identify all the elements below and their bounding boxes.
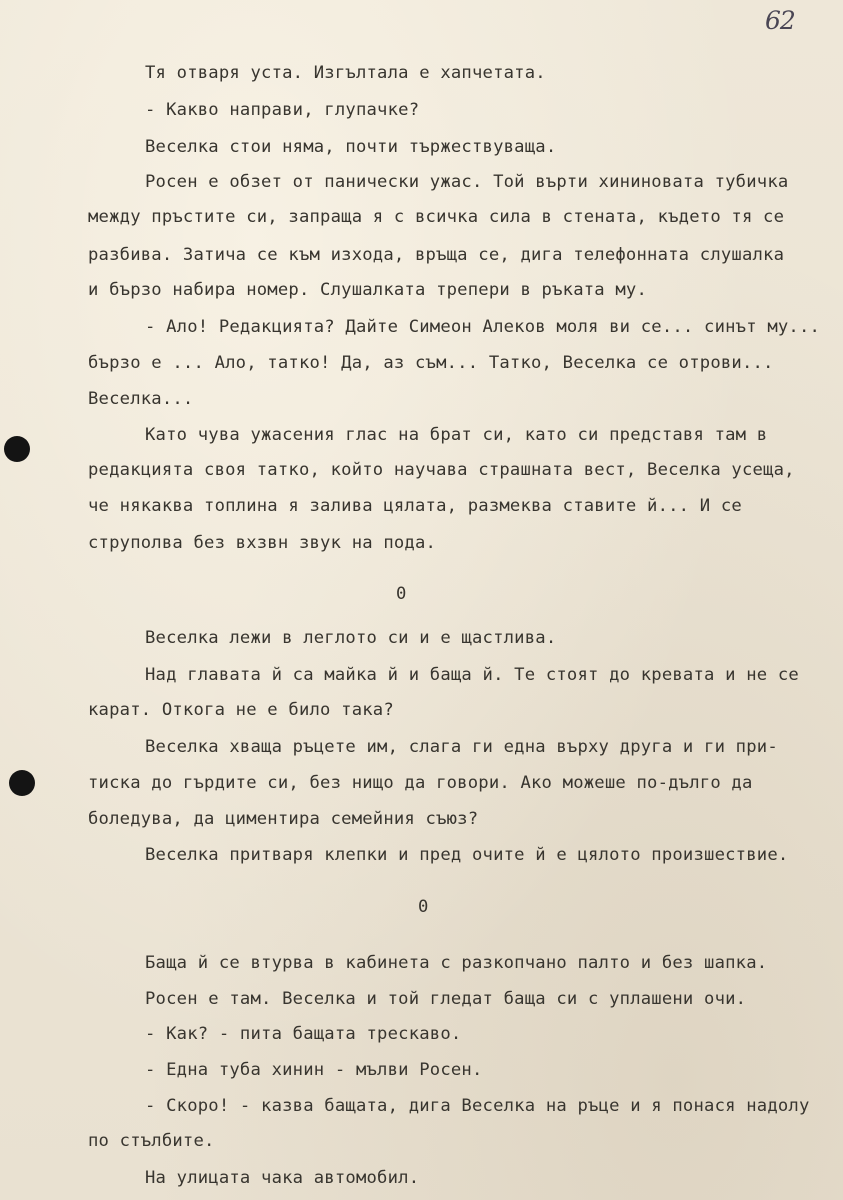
text-line: карат. Откога не е било така? — [88, 700, 394, 720]
text-line: На улицата чака автомобил. — [145, 1168, 420, 1188]
text-line: Веселка притваря клепки и пред очите й е цялото произшествие. — [145, 845, 789, 865]
section-separator: 0 — [418, 897, 429, 917]
text-line: тиска до гърдите си, без нищо да говори. Ако можеше по-дълго да — [88, 773, 753, 793]
text-line: Баща й се втурва в кабинета с разкопчано палто и без шапка. — [145, 953, 768, 973]
text-line: Над главата й са майка й и баща й. Те стоят до кревата и не се — [145, 665, 799, 685]
text-line: - Какво направи, глупачке? — [145, 100, 420, 120]
text-line: и бързо набира номер. Слушалката трепери в ръката му. — [88, 280, 648, 300]
text-line: разбива. Затича се към изхода, връща се, дига телефонната слушалка — [88, 245, 785, 265]
text-line: струполва без вхзвн звук на пода. — [88, 533, 437, 553]
text-line: по стълбите. — [88, 1131, 215, 1151]
text-line: редакцията своя татко, който научава страшната вест, Веселка усеща, — [88, 460, 795, 480]
punch-hole-top — [4, 436, 30, 462]
text-line: между пръстите си, запраща я с всичка сила в стената, където тя се — [88, 207, 785, 227]
text-line: Веселка лежи в леглото си и е щастлива. — [145, 628, 557, 648]
text-line: - Как? - пита бащата трескаво. — [145, 1024, 462, 1044]
page-number: 62 — [765, 6, 795, 35]
text-line: бързо е ... Ало, татко! Да, аз съм... Татко, Веселка се отрови... — [88, 353, 774, 373]
punch-hole-bottom — [9, 770, 35, 796]
text-line: че някаква топлина я залива цялата, размеква ставите й... И се — [88, 496, 742, 516]
text-line: боледува, да циментира семейния съюз? — [88, 809, 479, 829]
text-line: Росен е обзет от панически ужас. Той върти хининовата тубичка — [145, 172, 789, 192]
text-line: - Ало! Редакцията? Дайте Симеон Алеков моля ви се... синът му... — [145, 317, 821, 337]
text-line: Веселка... — [88, 389, 194, 409]
section-separator: 0 — [396, 584, 407, 604]
text-line: Тя отваря уста. Изгълтала е хапчетата. — [145, 63, 546, 83]
text-line: Росен е там. Веселка и той гледат баща си с уплашени очи. — [145, 989, 747, 1009]
text-line: Като чува ужасения глас на брат си, като си представя там в — [145, 425, 768, 445]
text-line: - Една туба хинин - мълви Росен. — [145, 1060, 483, 1080]
text-line: Веселка стои няма, почти тържествуваща. — [145, 137, 557, 157]
text-line: - Скоро! - казва бащата, дига Веселка на ръце и я понася надолу — [145, 1096, 810, 1116]
text-line: Веселка хваща ръцете им, слага ги една върху друга и ги при- — [145, 737, 778, 757]
